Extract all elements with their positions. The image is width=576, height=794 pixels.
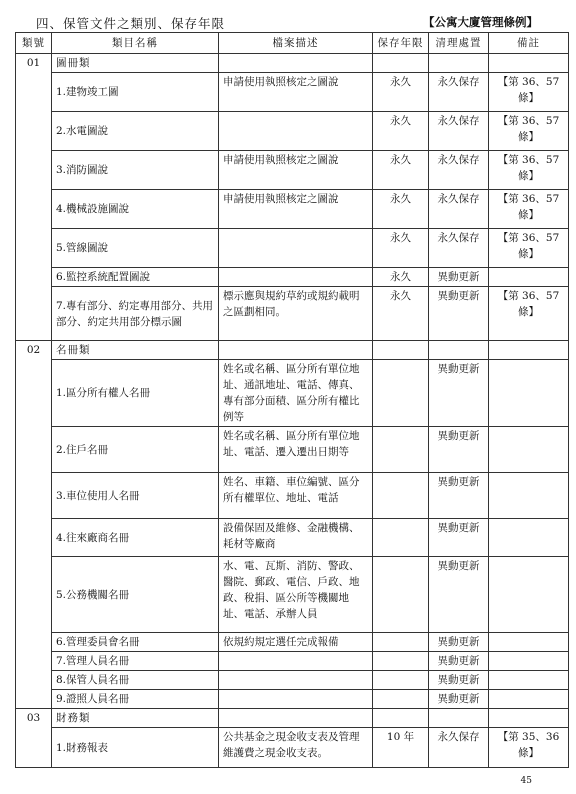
item-retention: 永久 bbox=[373, 268, 429, 287]
item-note bbox=[489, 360, 569, 427]
table-row bbox=[16, 690, 569, 709]
item-description: 申請使用執照核定之圖說 bbox=[219, 73, 373, 112]
category-name: 名冊類 bbox=[52, 341, 219, 360]
item-retention bbox=[373, 557, 429, 633]
table-row bbox=[16, 190, 569, 229]
item-note bbox=[489, 690, 569, 709]
table-row bbox=[16, 229, 569, 268]
item-disposition: 永久保存 bbox=[429, 229, 489, 268]
item-description: 姓名或名稱、區分所有單位地址、通訊地址、電話、傳真、專有部分面積、區分所有權比例等 bbox=[219, 360, 373, 427]
item-disposition: 異動更新 bbox=[429, 360, 489, 427]
item-name: 6.監控系統配置圖說 bbox=[52, 268, 219, 287]
item-description: 設備保固及維修、金融機構、耗材等廠商 bbox=[219, 519, 373, 557]
item-disposition: 異動更新 bbox=[429, 519, 489, 557]
item-name: 1.區分所有權人名冊 bbox=[52, 360, 219, 427]
item-note bbox=[489, 671, 569, 690]
header-code: 類號 bbox=[16, 33, 52, 54]
item-disposition: 異動更新 bbox=[429, 473, 489, 519]
category-code: 02 bbox=[16, 341, 52, 709]
empty-cell bbox=[219, 709, 373, 728]
item-description: 標示應與規約草約或規約載明之區劃相同。 bbox=[219, 287, 373, 341]
item-disposition: 異動更新 bbox=[429, 652, 489, 671]
item-retention bbox=[373, 427, 429, 473]
item-retention bbox=[373, 690, 429, 709]
table-row bbox=[16, 633, 569, 652]
item-description: 申請使用執照核定之圖說 bbox=[219, 190, 373, 229]
empty-cell bbox=[373, 709, 429, 728]
table-row bbox=[16, 151, 569, 190]
table-row bbox=[16, 268, 569, 287]
item-name: 1.建物竣工圖 bbox=[52, 73, 219, 112]
empty-cell bbox=[489, 54, 569, 73]
item-retention bbox=[373, 360, 429, 427]
item-name: 4.往來廠商名冊 bbox=[52, 519, 219, 557]
item-retention: 永久 bbox=[373, 229, 429, 268]
item-note bbox=[489, 652, 569, 671]
item-disposition: 異動更新 bbox=[429, 287, 489, 341]
item-description bbox=[219, 690, 373, 709]
item-name: 8.保管人員名冊 bbox=[52, 671, 219, 690]
item-note: 【第 36、57 條】 bbox=[489, 190, 569, 229]
item-retention: 永久 bbox=[373, 112, 429, 151]
item-note: 【第 36、57 條】 bbox=[489, 73, 569, 112]
item-name: 9.證照人員名冊 bbox=[52, 690, 219, 709]
header-description: 檔案描述 bbox=[219, 33, 373, 54]
item-retention bbox=[373, 519, 429, 557]
item-disposition: 異動更新 bbox=[429, 268, 489, 287]
table-row bbox=[16, 557, 569, 633]
item-description: 申請使用執照核定之圖說 bbox=[219, 151, 373, 190]
item-disposition: 永久保存 bbox=[429, 112, 489, 151]
item-disposition: 永久保存 bbox=[429, 151, 489, 190]
item-description bbox=[219, 671, 373, 690]
item-name: 7.管理人員名冊 bbox=[52, 652, 219, 671]
item-retention: 永久 bbox=[373, 151, 429, 190]
item-disposition: 永久保存 bbox=[429, 728, 489, 768]
empty-cell bbox=[219, 54, 373, 73]
item-description bbox=[219, 268, 373, 287]
category-code: 01 bbox=[16, 54, 52, 341]
table-row bbox=[16, 671, 569, 690]
item-name: 3.消防圖說 bbox=[52, 151, 219, 190]
category-row bbox=[16, 709, 569, 728]
item-retention bbox=[373, 633, 429, 652]
table-row bbox=[16, 112, 569, 151]
item-retention: 永久 bbox=[373, 190, 429, 229]
item-retention bbox=[373, 652, 429, 671]
item-disposition: 異動更新 bbox=[429, 671, 489, 690]
item-name: 1.財務報表 bbox=[52, 728, 219, 768]
reference-tag: 【公寓大廈管理條例】 bbox=[423, 15, 538, 29]
item-note: 【第 36、57 條】 bbox=[489, 229, 569, 268]
item-disposition: 異動更新 bbox=[429, 427, 489, 473]
item-description bbox=[219, 112, 373, 151]
page-number: 45 bbox=[520, 776, 532, 786]
item-description bbox=[219, 652, 373, 671]
empty-cell bbox=[219, 341, 373, 360]
item-note bbox=[489, 633, 569, 652]
empty-cell bbox=[429, 54, 489, 73]
item-retention: 10 年 bbox=[373, 728, 429, 768]
table-row bbox=[16, 427, 569, 473]
item-name: 2.水電圖說 bbox=[52, 112, 219, 151]
item-description bbox=[219, 229, 373, 268]
empty-cell bbox=[429, 341, 489, 360]
header-disposition: 清理處置 bbox=[429, 33, 489, 54]
header-retention: 保存年限 bbox=[373, 33, 429, 54]
item-note: 【第 35、36 條】 bbox=[489, 728, 569, 768]
empty-cell bbox=[429, 709, 489, 728]
empty-cell bbox=[373, 341, 429, 360]
empty-cell bbox=[489, 341, 569, 360]
item-name: 4.機械設施圖說 bbox=[52, 190, 219, 229]
item-name: 6.管理委員會名冊 bbox=[52, 633, 219, 652]
item-disposition: 異動更新 bbox=[429, 633, 489, 652]
item-name: 3.車位使用人名冊 bbox=[52, 473, 219, 519]
item-note bbox=[489, 427, 569, 473]
item-retention bbox=[373, 671, 429, 690]
item-disposition: 永久保存 bbox=[429, 73, 489, 112]
item-note bbox=[489, 557, 569, 633]
retention-table bbox=[15, 32, 569, 768]
item-disposition: 永久保存 bbox=[429, 190, 489, 229]
item-retention bbox=[373, 473, 429, 519]
item-description: 姓名、車籍、車位編號、區分所有權單位、地址、電話 bbox=[219, 473, 373, 519]
item-name: 5.公務機關名冊 bbox=[52, 557, 219, 633]
empty-cell bbox=[373, 54, 429, 73]
table-header-row bbox=[16, 33, 569, 54]
table-row bbox=[16, 473, 569, 519]
category-name: 圖冊類 bbox=[52, 54, 219, 73]
item-description: 姓名或名稱、區分所有單位地址、電話、遷入遷出日期等 bbox=[219, 427, 373, 473]
item-name: 5.管線圖說 bbox=[52, 229, 219, 268]
item-note: 【第 36、57 條】 bbox=[489, 151, 569, 190]
item-retention: 永久 bbox=[373, 287, 429, 341]
header-name: 類目名稱 bbox=[52, 33, 219, 54]
table-row bbox=[16, 360, 569, 427]
header-note: 備註 bbox=[489, 33, 569, 54]
table-row bbox=[16, 728, 569, 768]
category-code: 03 bbox=[16, 709, 52, 768]
item-description: 公共基金之現金收支表及管理維護費之現金收支表。 bbox=[219, 728, 373, 768]
item-note: 【第 36、57 條】 bbox=[489, 112, 569, 151]
table-row bbox=[16, 652, 569, 671]
category-row bbox=[16, 341, 569, 360]
table-row bbox=[16, 73, 569, 112]
item-note bbox=[489, 268, 569, 287]
table-row bbox=[16, 519, 569, 557]
item-disposition: 異動更新 bbox=[429, 557, 489, 633]
item-name: 7.專有部分、約定專用部分、共用部分、約定共用部分標示圖 bbox=[52, 287, 219, 341]
empty-cell bbox=[489, 709, 569, 728]
table-row bbox=[16, 287, 569, 341]
item-note: 【第 36、57 條】 bbox=[489, 287, 569, 341]
item-description: 水、電、瓦斯、消防、警政、醫院、郵政、電信、戶政、地政、稅捐、區公所等機關地址、電話、承辦人員 bbox=[219, 557, 373, 633]
category-row bbox=[16, 54, 569, 73]
item-disposition: 異動更新 bbox=[429, 690, 489, 709]
category-name: 財務類 bbox=[52, 709, 219, 728]
item-retention: 永久 bbox=[373, 73, 429, 112]
item-note bbox=[489, 473, 569, 519]
item-name: 2.住戶名冊 bbox=[52, 427, 219, 473]
item-note bbox=[489, 519, 569, 557]
page-title: 四、保管文件之類別、保存年限 bbox=[36, 16, 226, 31]
item-description: 依規約規定選任完成報備 bbox=[219, 633, 373, 652]
